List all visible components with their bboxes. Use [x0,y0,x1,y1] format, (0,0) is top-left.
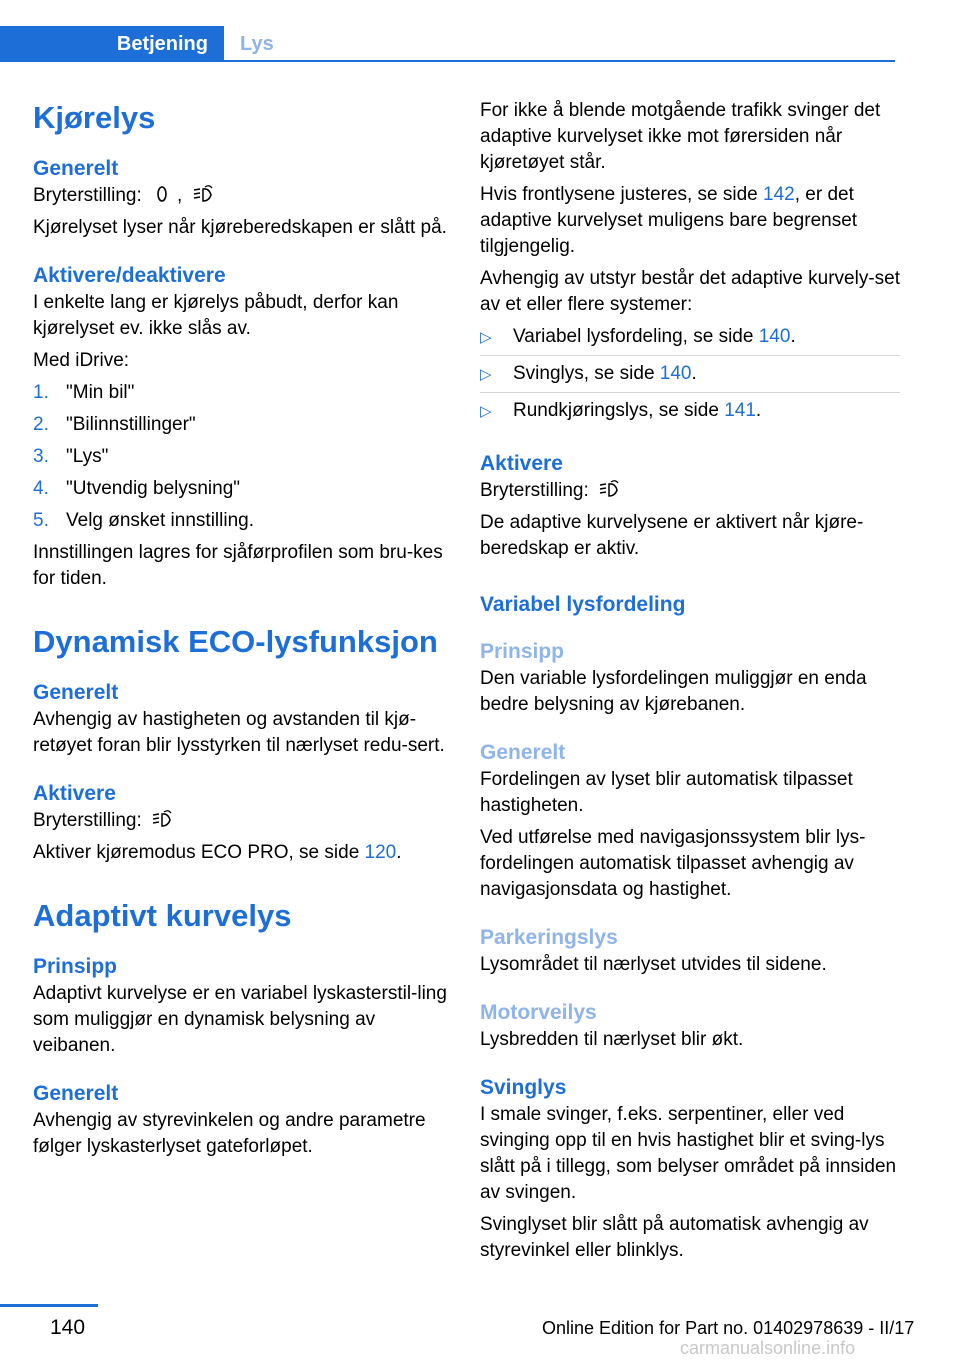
switch-position-line: Bryterstilling: , [33,183,451,209]
page-link[interactable]: 141 [724,400,756,421]
paragraph: Fordelingen av lyset blir automatisk tilpasset hastigheten. [480,769,853,816]
list-item: ▷ Svinglys, se side 140. [480,361,900,393]
paragraph: Lysområdet til nærlyset utvides til sidene. [480,954,827,975]
switch-position-line: Bryterstilling: [480,478,900,504]
idrive-steps-list [33,380,451,534]
heading-aktivere: Aktivere [480,452,563,475]
list-item [33,508,451,534]
auto-headlight-icon [598,478,620,500]
step-text: "Utvendig belysning" [66,478,241,499]
heading-generelt: Generelt [33,157,119,180]
page-link[interactable]: 142 [763,184,795,205]
section-title-kjorelys: Kjørelys [33,100,156,135]
edition-note: Online Edition for Part no. 01402978639 - II/17 [542,1318,915,1338]
step-number: 1. [33,382,49,403]
paragraph: I smale svinger, f.eks. serpentiner, eller ved svinging opp til en hvis hastighet blir et sving‐lys slått på i tillegg, som belyser området på innsiden av svingen. [480,1104,897,1203]
auto-headlight-icon [151,808,173,830]
switch-position-line: Bryterstilling: [33,808,451,834]
tab-lys[interactable]: Lys [240,33,274,55]
heading-generelt: Generelt [33,681,119,704]
section-title-adaptivt: Adaptivt kurvelys [33,898,292,933]
bullet-triangle-icon: ▷ [480,329,492,346]
paragraph: Aktiver kjøremodus ECO PRO, se side 120. [33,842,402,863]
list-item [33,444,451,470]
paragraph: I enkelte lang er kjørelys påbudt, derfor kan kjørelyset ev. ikke slås av. [33,292,399,339]
paragraph: Adaptivt kurvelyse er en variabel lyskasterstil‐ling som muliggjør en dynamisk belysning av veibanen. [33,983,447,1056]
watermark: carmanualsonline.info [680,1338,856,1358]
subheading-parkeringslys: Parkeringslys [480,926,618,949]
switch-0-icon [151,183,173,205]
tab-betjening[interactable] [0,26,224,62]
step-number: 5. [33,510,49,531]
list-item [33,380,451,406]
page-number: 140 [50,1316,86,1339]
heading-generelt: Generelt [33,1082,119,1105]
section-title-eco: Dynamisk ECO-lysfunksjon [33,624,438,659]
list-item [33,476,451,502]
systems-list [480,324,900,429]
page-link[interactable]: 120 [364,842,397,863]
heading-aktivere-deaktivere: Aktivere/deaktivere [33,264,226,287]
heading-svinglys: Svinglys [480,1076,567,1099]
right-column [480,98,900,1270]
list-item: ▷ Variabel lysfordeling, se side 140. [480,324,900,356]
paragraph: Avhengig av hastigheten og avstanden til kjø‐retøyet foran blir lysstyrken til nærlyset redu‐sert. [33,709,445,756]
tab-betjening-label: Betjening [116,33,208,55]
paragraph: Ved utførelse med navigasjonssystem blir lys‐fordelingen automatisk tilpasset avhengig av navigasjonsdata og hastighet. [480,827,866,900]
page-header [0,26,895,62]
heading-aktivere: Aktivere [33,782,116,805]
paragraph: Med iDrive: [33,350,130,371]
heading-variabel-lysfordeling: Variabel lysfordeling [480,593,686,616]
list-item [33,412,451,438]
subheading-prinsipp: Prinsipp [480,640,565,663]
step-text: "Min bil" [66,382,135,403]
list-item: ▷ Rundkjøringslys, se side 141. [480,398,900,429]
subheading-generelt: Generelt [480,741,566,764]
paragraph: Avhengig av utstyr består det adaptive kurvely‐set av et eller flere systemer: [480,268,900,315]
paragraph: Svinglyset blir slått på automatisk avhengig av styrevinkel eller blinklys. [480,1214,869,1261]
step-number: 3. [33,446,49,467]
bullet-triangle-icon: ▷ [480,366,492,383]
paragraph: For ikke å blende motgående trafikk svinger det adaptive kurvelyset ikke mot førersiden når kjøretøyet står. [480,100,881,173]
step-text: "Lys" [66,446,109,467]
bullet-triangle-icon: ▷ [480,403,492,420]
step-number: 4. [33,478,49,499]
left-column [33,98,451,1166]
page-link[interactable]: 140 [758,326,791,347]
paragraph: Avhengig av styrevinkelen og andre parametre følger lyskasterlyset gateforløpet. [33,1110,426,1157]
paragraph: Kjørelyset lyser når kjøreberedskapen er slått på. [33,217,447,238]
step-number: 2. [33,414,49,435]
paragraph: Innstillingen lagres for sjåførprofilen som bru‐kes for tiden. [33,542,443,589]
heading-prinsipp: Prinsipp [33,955,118,978]
footer-rule [0,1304,98,1307]
paragraph: Den variable lysfordelingen muliggjør en enda bedre belysning av kjørebanen. [480,668,867,715]
auto-headlight-icon [192,183,214,205]
paragraph: De adaptive kurvelysene er aktivert når kjøre‐beredskap er aktiv. [480,512,864,559]
subheading-motorveilys: Motorveilys [480,1001,597,1024]
page-link[interactable]: 140 [659,363,692,384]
paragraph: Hvis frontlysene justeres, se side 142, er det adaptive kurvelyset muligens bare begrenset tilgjengelig. [480,184,858,257]
paragraph: Lysbredden til nærlyset blir økt. [480,1029,744,1050]
step-text: "Bilinnstillinger" [66,414,196,435]
step-text: Velg ønsket innstilling. [66,510,254,531]
